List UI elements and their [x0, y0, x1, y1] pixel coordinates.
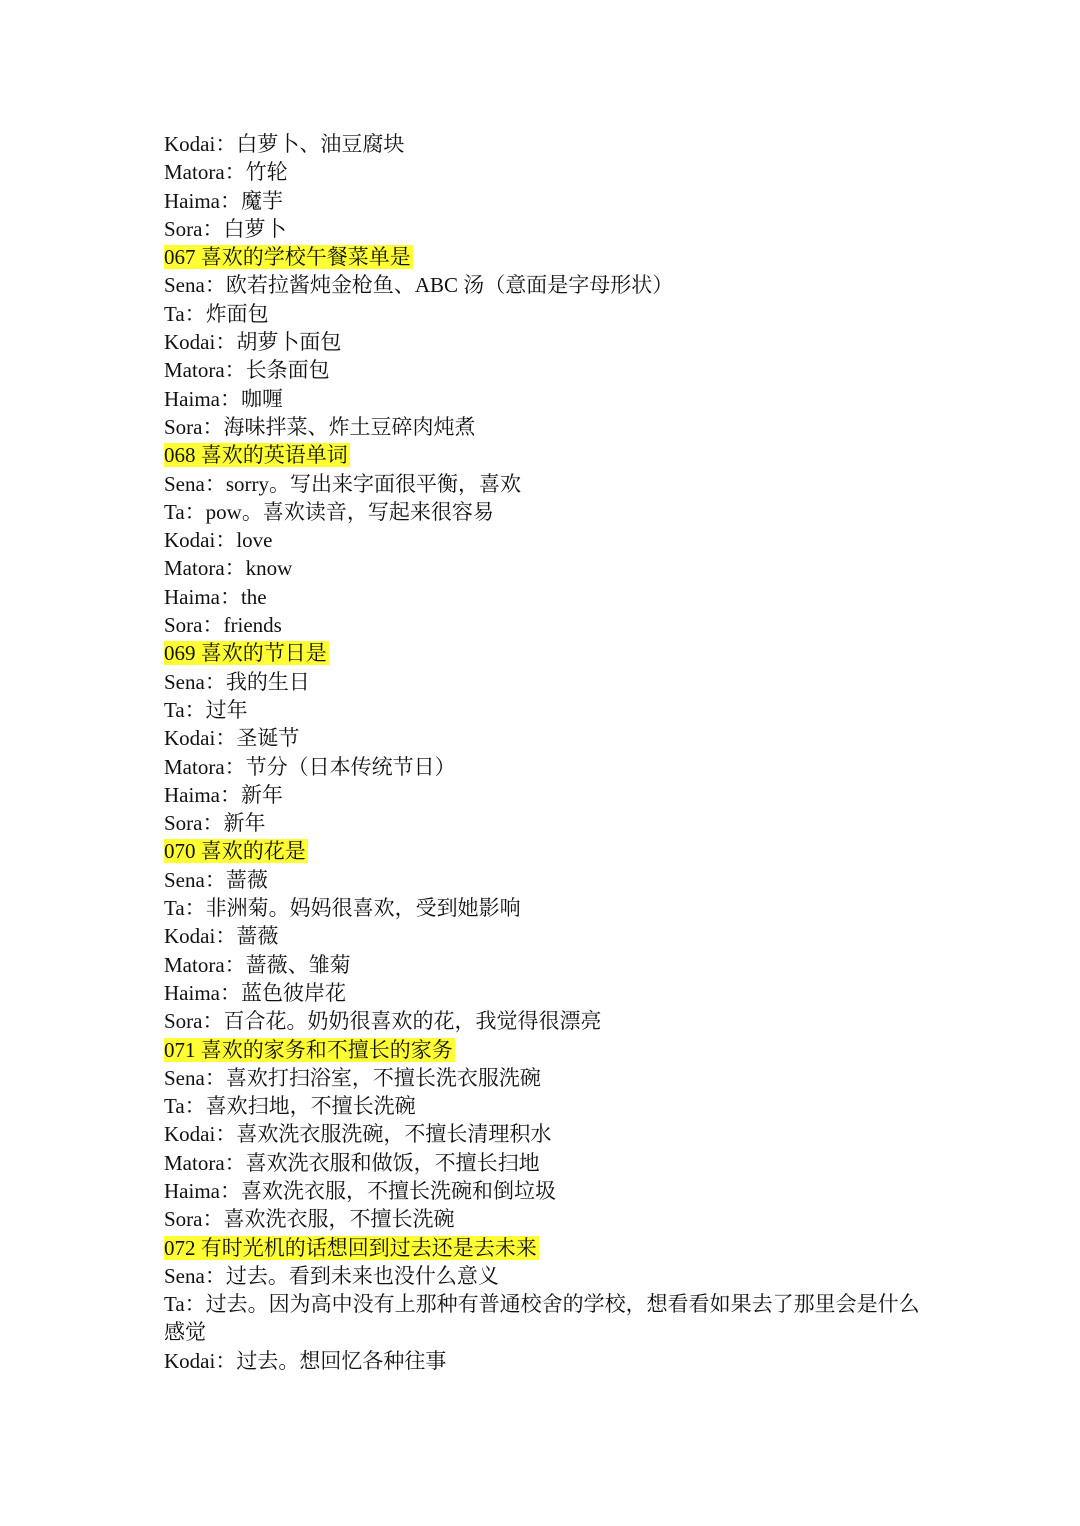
answer-line: Matora：蔷薇、雏菊 — [164, 952, 351, 977]
answer-line: Kodai：蔷薇 — [164, 924, 279, 949]
answer-line: Haima：蓝色彼岸花 — [164, 980, 346, 1005]
answer-line: Haima：咖喱 — [164, 386, 283, 411]
question-heading — [164, 243, 924, 271]
answer-line: Sena：欧若拉酱炖金枪鱼、ABC 汤（意面是字母形状） — [164, 273, 674, 298]
answer-line: Haima：新年 — [164, 782, 283, 807]
answer-line: Kodai：白萝卜、油豆腐块 — [164, 132, 405, 156]
answer-line: Sena：我的生日 — [164, 669, 310, 694]
highlighted-question-text: 071 喜欢的家务和不擅长的家务 — [164, 1037, 453, 1062]
answer-line: Haima：魔芋 — [164, 188, 283, 213]
question-heading — [164, 1036, 924, 1064]
highlighted-question-text: 069 喜欢的节日是 — [164, 641, 327, 666]
answer-line: Sena：蔷薇 — [164, 867, 268, 892]
answer-line: Sena：过去。看到未来也没什么意义 — [164, 1263, 499, 1288]
question-heading — [164, 837, 924, 865]
answer-line: Kodai：love — [164, 528, 273, 553]
answer-line: Sora：海味拌菜、炸土豆碎肉炖煮 — [164, 414, 476, 439]
highlighted-question-text: 068 喜欢的英语单词 — [164, 443, 348, 468]
answer-line: Ta：炸面包 — [164, 301, 269, 326]
answer-line: Haima：喜欢洗衣服，不擅长洗碗和倒垃圾 — [164, 1178, 556, 1203]
answer-line: Matora：长条面包 — [164, 358, 330, 383]
answer-line: Kodai：圣诞节 — [164, 726, 300, 751]
question-heading — [164, 441, 924, 469]
answer-line: Sora：白萝卜 — [164, 216, 287, 241]
answer-line: Haima：the — [164, 584, 267, 609]
answer-line: Kodai：胡萝卜面包 — [164, 330, 342, 355]
answer-line: Ta：pow。喜欢读音，写起来很容易 — [164, 499, 494, 524]
answer-line: Ta：过去。因为高中没有上那种有普通校舍的学校，想看看如果去了那里会是什么感觉 — [164, 1292, 920, 1345]
highlighted-question-text: 070 喜欢的花是 — [164, 839, 306, 864]
answer-line: Matora：喜欢洗衣服和做饭，不擅长扫地 — [164, 1150, 540, 1175]
answer-line: Ta：喜欢扫地，不擅长洗碗 — [164, 1094, 416, 1119]
answer-line: Kodai：过去。想回忆各种往事 — [164, 1348, 447, 1373]
highlighted-question-text: 067 喜欢的学校午餐菜单是 — [164, 245, 411, 270]
answer-line: Sora：friends — [164, 613, 282, 638]
question-heading — [164, 1234, 924, 1262]
answer-line: Kodai：喜欢洗衣服洗碗，不擅长清理积水 — [164, 1122, 552, 1147]
answer-line: Matora：竹轮 — [164, 160, 288, 185]
document-body — [164, 130, 924, 1375]
answer-line: Matora：know — [164, 556, 293, 581]
answer-line: Sena：sorry。写出来字面很平衡，喜欢 — [164, 471, 521, 496]
answer-line: Sora：百合花。奶奶很喜欢的花，我觉得很漂亮 — [164, 1009, 602, 1034]
answer-line: Matora：节分（日本传统节日） — [164, 754, 456, 779]
answer-line: Sora：喜欢洗衣服，不擅长洗碗 — [164, 1207, 455, 1232]
answer-line: Ta：过年 — [164, 697, 248, 722]
question-heading — [164, 639, 924, 667]
answer-line: Sora：新年 — [164, 811, 266, 836]
answer-line: Ta：非洲菊。妈妈很喜欢，受到她影响 — [164, 896, 521, 921]
highlighted-question-text: 072 有时光机的话想回到过去还是去未来 — [164, 1235, 537, 1260]
answer-line: Sena：喜欢打扫浴室，不擅长洗衣服洗碗 — [164, 1065, 541, 1090]
